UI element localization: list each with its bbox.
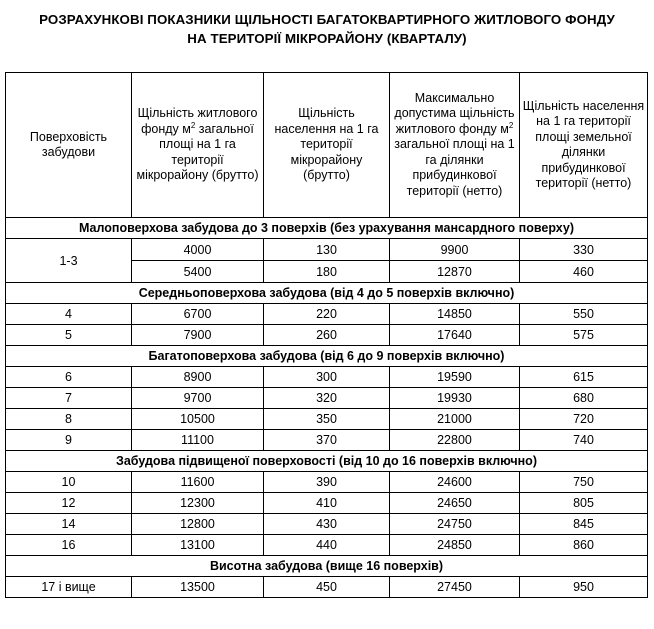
population-density-netto-cell: 740 [520, 430, 648, 451]
section-title: Забудова підвищеної поверховості (від 10 до 16 поверхів включно) [6, 451, 648, 472]
housing-density-brutto-cell: 11600 [132, 472, 264, 493]
population-density-netto-cell: 750 [520, 472, 648, 493]
header-max-housing-density-netto: Максимально допустима щільність житлового фонду $м^2$ загальної площі на 1 га ділянки прибудинкової території (нетто) [390, 73, 520, 218]
population-density-brutto-cell: 300 [264, 367, 390, 388]
population-density-netto-cell: 680 [520, 388, 648, 409]
floors-cell: 4 [6, 304, 132, 325]
population-density-brutto-cell: 260 [264, 325, 390, 346]
header-floors: Поверховість забудови [6, 73, 132, 218]
table-body [6, 218, 648, 598]
housing-density-brutto-cell: 9700 [132, 388, 264, 409]
table-row [6, 388, 648, 409]
table-row [6, 493, 648, 514]
floors-cell: 16 [6, 535, 132, 556]
housing-density-brutto-cell: 12300 [132, 493, 264, 514]
housing-density-brutto-cell: 10500 [132, 409, 264, 430]
max-housing-density-netto-cell: 21000 [390, 409, 520, 430]
title-line-1: РОЗРАХУНКОВІ ПОКАЗНИКИ ЩІЛЬНОСТІ БАГАТОКВАРТИРНОГО ЖИТЛОВОГО ФОНДУ [39, 12, 615, 27]
housing-density-brutto-cell: 4000 [132, 239, 264, 261]
population-density-netto-cell: 460 [520, 261, 648, 283]
table-row [6, 409, 648, 430]
floors-cell: 5 [6, 325, 132, 346]
housing-density-brutto-cell: 5400 [132, 261, 264, 283]
density-table [5, 72, 648, 598]
floors-cell: 17 і вище [6, 577, 132, 598]
header-housing-density-brutto: Щільність житлового фонду $м^2$ загальної площі на 1 га території мікрорайону (брутто) [132, 73, 264, 218]
population-density-netto-cell: 845 [520, 514, 648, 535]
header-row [6, 73, 648, 218]
section-title: Багатоповерхова забудова (від 6 до 9 поверхів включно) [6, 346, 648, 367]
max-housing-density-netto-cell: 9900 [390, 239, 520, 261]
population-density-brutto-cell: 180 [264, 261, 390, 283]
housing-density-brutto-cell: 13500 [132, 577, 264, 598]
max-housing-density-netto-cell: 24750 [390, 514, 520, 535]
max-housing-density-netto-cell: 17640 [390, 325, 520, 346]
housing-density-brutto-cell: 7900 [132, 325, 264, 346]
population-density-netto-cell: 330 [520, 239, 648, 261]
max-housing-density-netto-cell: 27450 [390, 577, 520, 598]
floors-cell: 6 [6, 367, 132, 388]
housing-density-brutto-cell: 11100 [132, 430, 264, 451]
max-housing-density-netto-cell: 19590 [390, 367, 520, 388]
table-row [6, 535, 648, 556]
table-row [6, 325, 648, 346]
document-title [0, 10, 654, 48]
population-density-brutto-cell: 440 [264, 535, 390, 556]
max-housing-density-netto-cell: 24850 [390, 535, 520, 556]
table-row [6, 472, 648, 493]
title-line-2: НА ТЕРИТОРІЇ МІКРОРАЙОНУ (КВАРТАЛУ) [187, 31, 467, 46]
section-header-row [6, 283, 648, 304]
population-density-brutto-cell: 220 [264, 304, 390, 325]
population-density-netto-cell: 615 [520, 367, 648, 388]
section-header-row [6, 346, 648, 367]
population-density-netto-cell: 860 [520, 535, 648, 556]
floors-cell: 7 [6, 388, 132, 409]
table-row [6, 430, 648, 451]
housing-density-brutto-cell: 8900 [132, 367, 264, 388]
population-density-netto-cell: 805 [520, 493, 648, 514]
population-density-brutto-cell: 430 [264, 514, 390, 535]
population-density-netto-cell: 575 [520, 325, 648, 346]
max-housing-density-netto-cell: 24650 [390, 493, 520, 514]
max-housing-density-netto-cell: 14850 [390, 304, 520, 325]
population-density-brutto-cell: 390 [264, 472, 390, 493]
floors-cell: 12 [6, 493, 132, 514]
housing-density-brutto-cell: 6700 [132, 304, 264, 325]
floors-cell: 8 [6, 409, 132, 430]
housing-density-brutto-cell: 12800 [132, 514, 264, 535]
table-row [6, 367, 648, 388]
population-density-brutto-cell: 410 [264, 493, 390, 514]
population-density-netto-cell: 950 [520, 577, 648, 598]
population-density-brutto-cell: 320 [264, 388, 390, 409]
section-title: Малоповерхова забудова до 3 поверхів (без урахування мансардного поверху) [6, 218, 648, 239]
section-header-row [6, 451, 648, 472]
population-density-brutto-cell: 370 [264, 430, 390, 451]
max-housing-density-netto-cell: 24600 [390, 472, 520, 493]
max-housing-density-netto-cell: 22800 [390, 430, 520, 451]
housing-density-brutto-cell: 13100 [132, 535, 264, 556]
table-row [6, 514, 648, 535]
section-title: Висотна забудова (вище 16 поверхів) [6, 556, 648, 577]
table-row [6, 239, 648, 261]
header-population-density-brutto: Щільність населення на 1 га території мікрорайону (брутто) [264, 73, 390, 218]
floors-cell: 10 [6, 472, 132, 493]
max-housing-density-netto-cell: 19930 [390, 388, 520, 409]
section-header-row [6, 218, 648, 239]
population-density-netto-cell: 550 [520, 304, 648, 325]
section-title: Середньоповерхова забудова (від 4 до 5 поверхів включно) [6, 283, 648, 304]
population-density-brutto-cell: 350 [264, 409, 390, 430]
population-density-brutto-cell: 130 [264, 239, 390, 261]
header-population-density-netto: Щільність населення на 1 га території площі земельної ділянки прибудинкової території (нетто) [520, 73, 648, 218]
max-housing-density-netto-cell: 12870 [390, 261, 520, 283]
population-density-brutto-cell: 450 [264, 577, 390, 598]
floors-cell: 14 [6, 514, 132, 535]
floors-cell: 1-3 [6, 239, 132, 283]
floors-cell: 9 [6, 430, 132, 451]
table-row [6, 304, 648, 325]
population-density-netto-cell: 720 [520, 409, 648, 430]
section-header-row [6, 556, 648, 577]
table-row [6, 577, 648, 598]
